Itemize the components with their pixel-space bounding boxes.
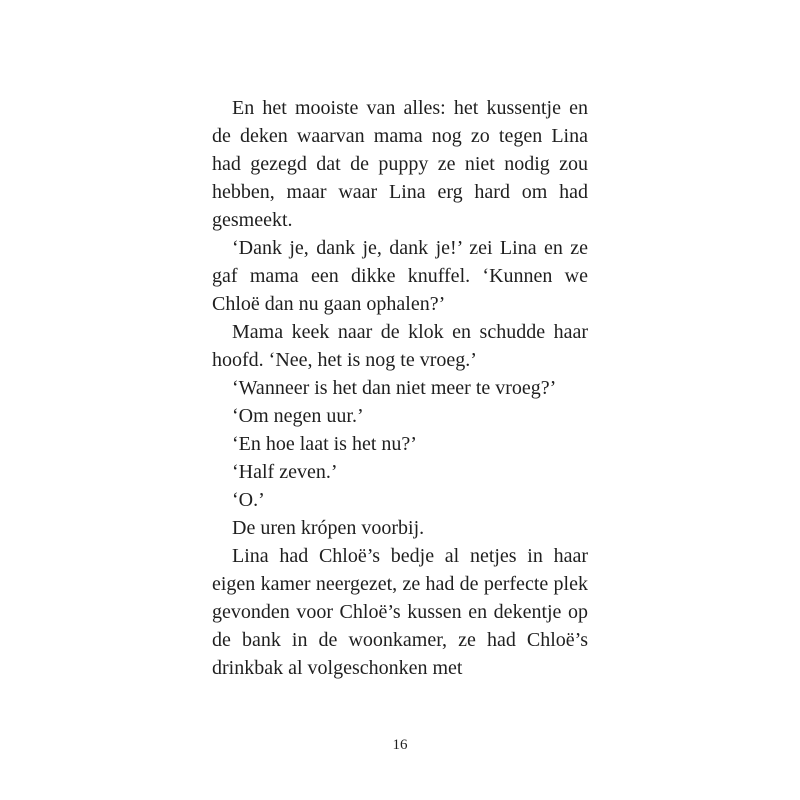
paragraph: ‘Om negen uur.’ [232,405,364,427]
paragraph: ‘Wanneer is het dan niet meer te vroeg?’ [232,377,557,399]
paragraph: Mama keek naar de klok en schudde haar hoofd. ‘Nee, het is nog te vroeg.’ [212,321,588,371]
paragraph: ‘Dank je, dank je, dank je!’ zei Lina en ze gaf mama een dikke knuffel. ‘Kunnen we Chloë dan nu gaan ophalen?’ [212,237,588,315]
body-text [212,94,588,682]
paragraph: ‘En hoe laat is het nu?’ [232,433,417,455]
paragraph: Lina had Chloë’s bedje al netjes in haar eigen kamer neergezet, ze had de perfecte plek gevonden voor Chloë’s kussen en dekentje op de bank in de woonkamer, ze had Chloë’s drinkbak al volgeschonken met [212,545,588,679]
paragraph: ‘O.’ [232,489,265,511]
paragraph: De uren krópen voorbij. [232,517,425,539]
paragraph: En het mooiste van alles: het kussentje en de deken waarvan mama nog zo tegen Lina had gezegd dat de puppy ze niet nodig zou hebben, maar waar Lina erg hard om had gesmeekt. [212,97,588,231]
paragraph: ‘Half zeven.’ [232,461,338,483]
page-number: 16 [392,737,408,753]
